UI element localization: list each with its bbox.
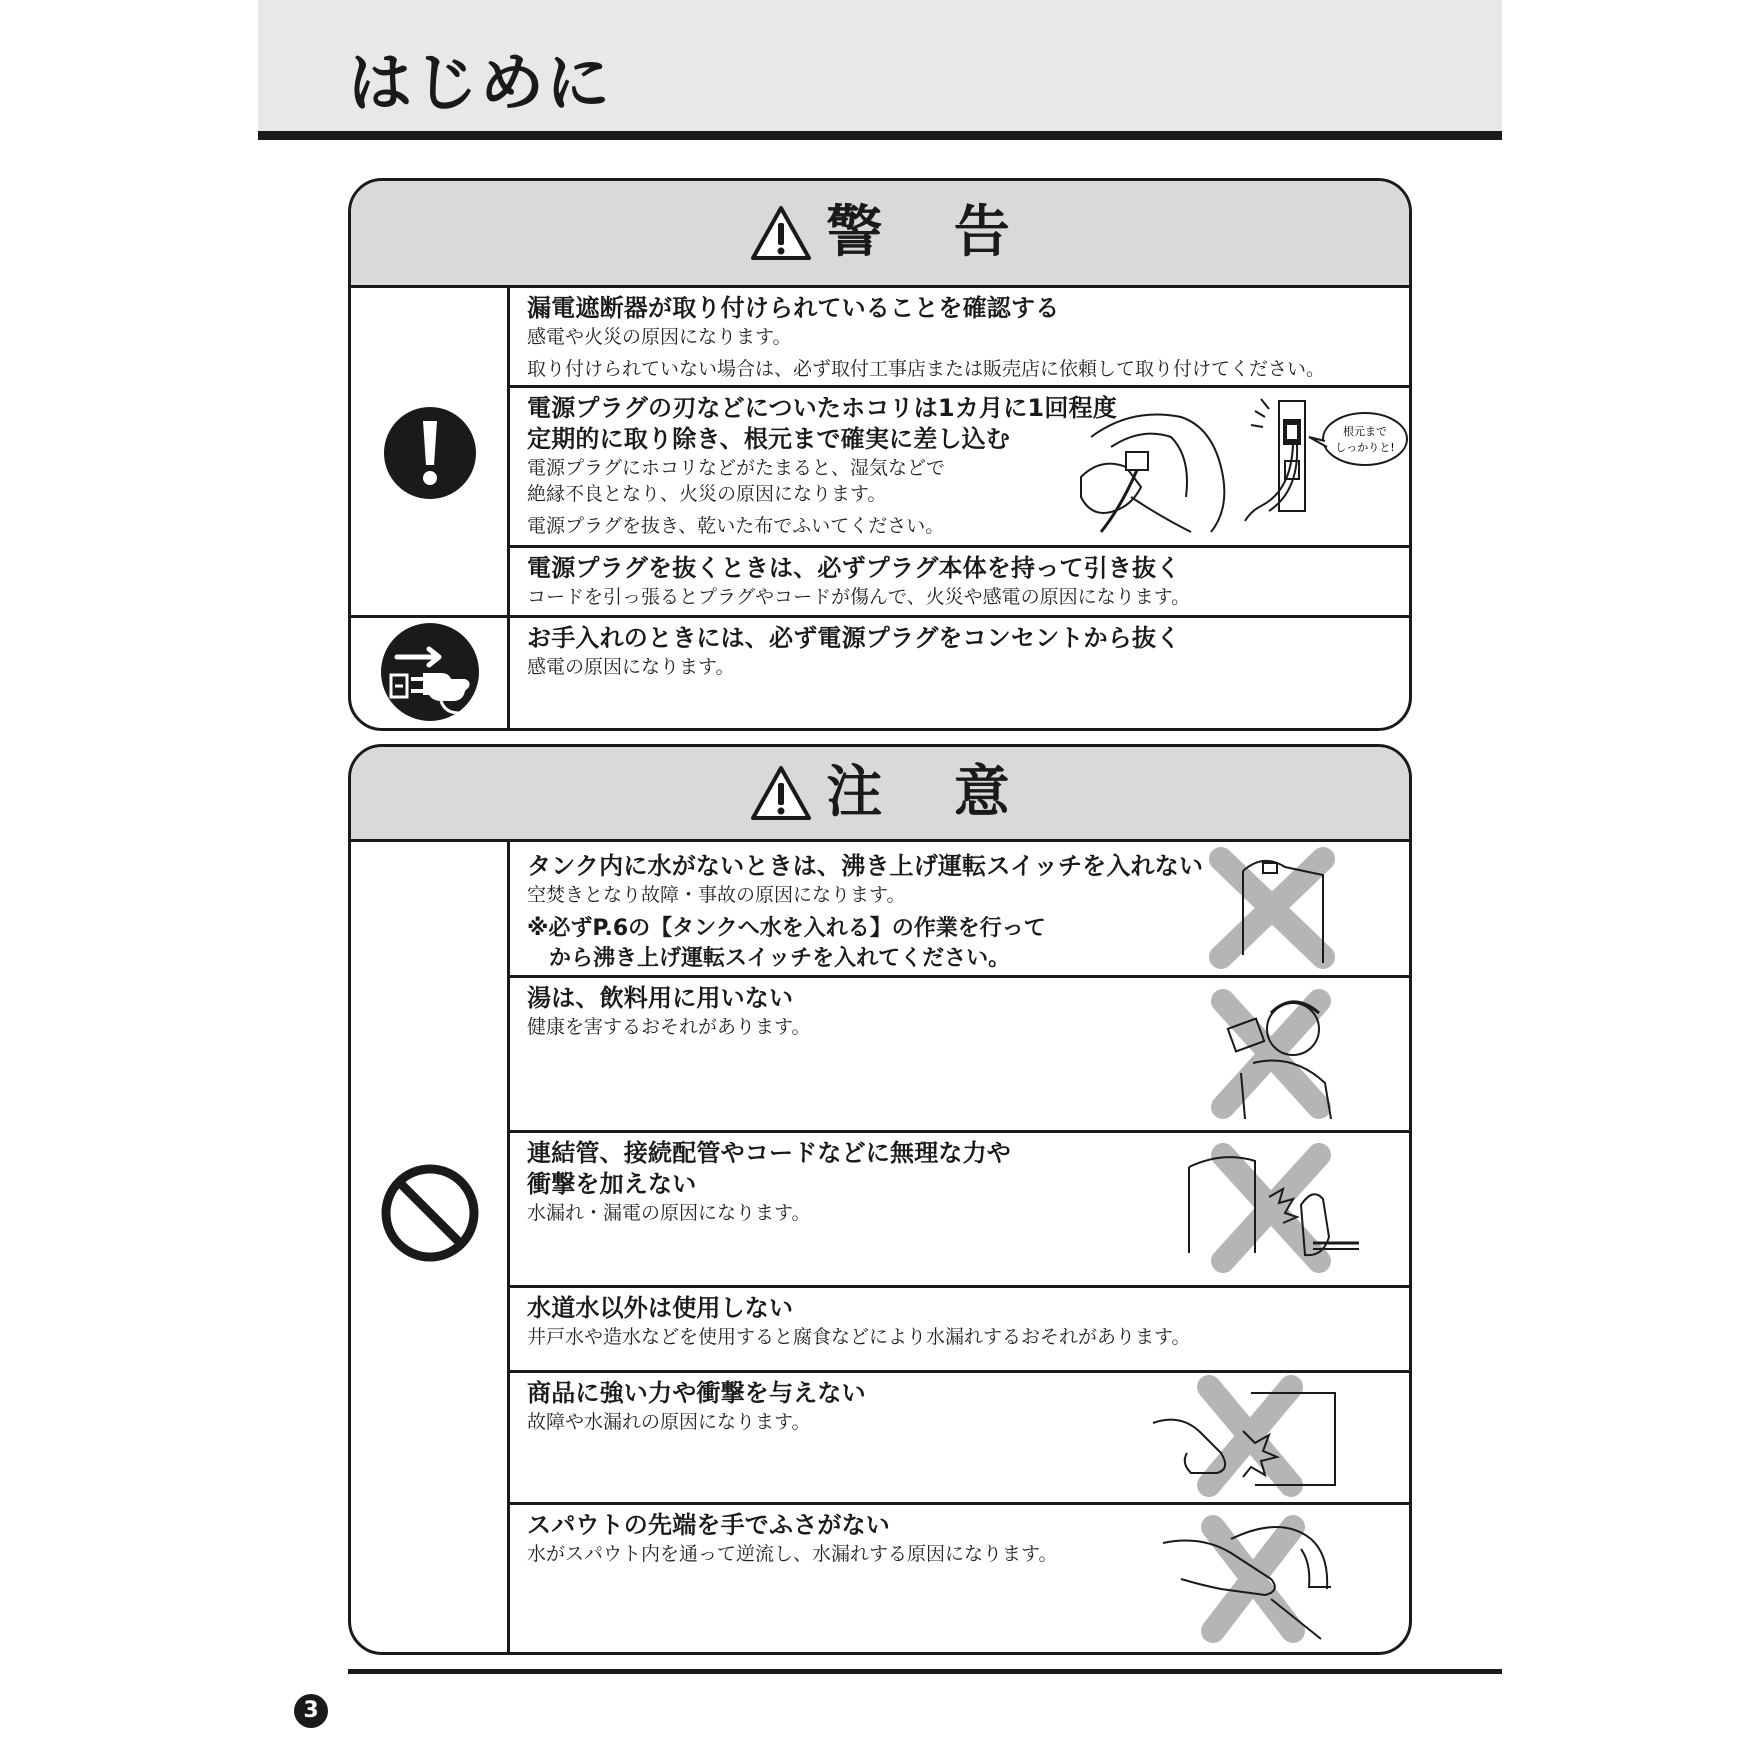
warning-triangle-icon <box>750 765 812 821</box>
item-text: 水がスパウト内を通って逆流し、水漏れする原因になります。 <box>527 1543 1058 1565</box>
item-text: コードを引っ張るとプラグやコードが傷んで、火災や感電の原因になります。 <box>527 586 1191 608</box>
item-note: ※必ずP.6の【タンクへ水を入れる】の作業を行って <box>527 916 1046 941</box>
item-text: 絶縁不良となり、火災の原因になります。 <box>527 483 887 505</box>
divider <box>507 1130 1409 1133</box>
divider <box>507 545 1409 548</box>
item-text: 空焚きとなり故障・事故の原因になります。 <box>527 884 906 906</box>
item-text: 電源プラグを抜き、乾いた布でふいてください。 <box>527 515 945 537</box>
item-text: 井戸水や造水などを使用すると腐食などにより水漏れするおそれがあります。 <box>527 1326 1191 1348</box>
item-text: 水漏れ・漏電の原因になります。 <box>527 1202 811 1224</box>
warning-item <box>527 553 1385 610</box>
item-heading: 衝撃を加えない <box>527 1170 697 1198</box>
warning-item <box>527 623 1385 680</box>
item-note: から沸き上げ運転スイッチを入れてください。 <box>527 946 1011 971</box>
item-text: 電源プラグにホコリなどがたまると、湿気などで <box>527 457 946 479</box>
outlet-illustration <box>1241 381 1411 541</box>
item-heading: 水道水以外は使用しない <box>527 1294 794 1322</box>
callout-line: しっかりと! <box>1335 441 1395 454</box>
plug-cleaning-illustration <box>1071 397 1241 537</box>
item-heading: 電源プラグの刃などについたホコリは1カ月に1回程度 <box>527 394 1117 422</box>
header-rule <box>258 131 1502 140</box>
callout-line: 根元まで <box>1343 425 1387 438</box>
item-text: 取り付けられていない場合は、必ず取付工事店または販売店に依頼して取り付けてください。 <box>527 358 1326 380</box>
item-heading: 湯は、飲料用に用いない <box>527 984 794 1012</box>
divider <box>507 1285 1409 1288</box>
caution-header <box>351 747 1409 842</box>
caution-box <box>348 744 1412 1655</box>
item-heading: スパウトの先端を手でふさがない <box>527 1511 890 1539</box>
item-heading: お手入れのときには、必ず電源プラグをコンセントから抜く <box>527 624 1181 652</box>
divider <box>351 615 1409 618</box>
item-heading: タンク内に水がないときは、沸き上げ運転スイッチを入れない <box>527 852 1204 880</box>
item-heading: 定期的に取り除き、根元まで確実に差し込む <box>527 425 1011 453</box>
caution-title: 注 意 <box>826 760 1036 825</box>
spout-cover-prohibited-illustration <box>1161 1509 1341 1647</box>
prohibited-icon <box>379 1162 481 1264</box>
divider <box>507 975 1409 978</box>
item-heading: 連結管、接続配管やコードなどに無理な力や <box>527 1139 1011 1167</box>
item-heading: 漏電遮断器が取り付けられていることを確認する <box>527 294 1060 322</box>
warning-box <box>348 178 1412 731</box>
page-title: はじめに <box>348 47 612 121</box>
divider <box>507 1502 1409 1505</box>
item-text: 健康を害するおそれがあります。 <box>527 1016 811 1038</box>
footer-rule <box>348 1669 1502 1674</box>
warning-triangle-icon <box>750 205 812 261</box>
warning-header <box>351 181 1409 288</box>
item-text: 故障や水漏れの原因になります。 <box>527 1411 811 1433</box>
item-heading: 電源プラグを抜くときは、必ずプラグ本体を持って引き抜く <box>527 554 1181 582</box>
impact-prohibited-illustration <box>1151 1373 1351 1499</box>
caution-item <box>527 1293 1385 1350</box>
item-heading: 商品に強い力や衝撃を与えない <box>527 1379 866 1407</box>
item-text: 感電や火災の原因になります。 <box>527 326 792 348</box>
item-text: 感電の原因になります。 <box>527 656 735 678</box>
page-number: 3 <box>294 1694 328 1728</box>
warning-icon-column-divider <box>507 285 510 728</box>
caution-icon-column-divider <box>507 839 510 1652</box>
pipe-force-prohibited-illustration <box>1183 1137 1363 1281</box>
warning-title: 警 告 <box>826 200 1036 265</box>
mandatory-exclamation-icon <box>382 405 478 501</box>
warning-item <box>527 293 1385 382</box>
drinking-prohibited-illustration <box>1201 983 1341 1125</box>
empty-tank-prohibited-illustration <box>1203 845 1341 971</box>
unplug-icon <box>379 621 481 723</box>
